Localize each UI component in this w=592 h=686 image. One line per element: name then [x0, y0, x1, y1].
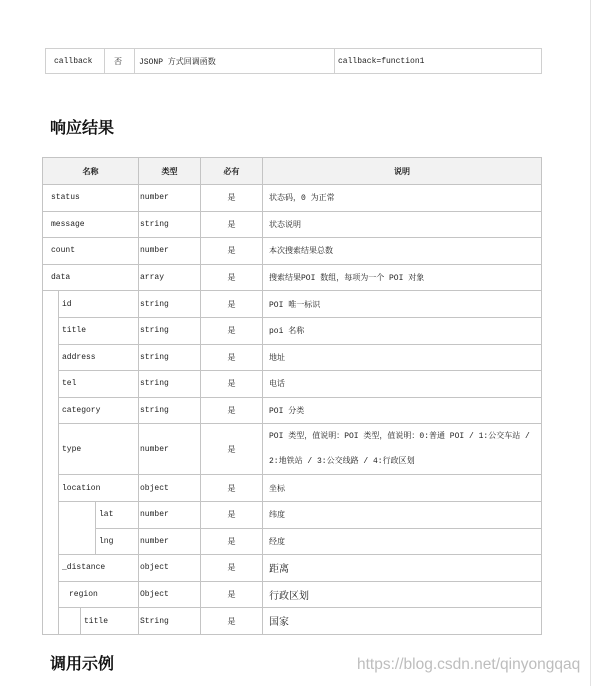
field-description-cell: 国家	[262, 607, 541, 634]
field-type-cell: string	[138, 397, 200, 424]
field-description-cell: 状态说明	[262, 211, 541, 238]
field-required-cell: 是	[200, 237, 262, 264]
field-required-cell: 是	[200, 528, 262, 555]
field-description-cell: 地址	[262, 344, 541, 371]
field-required-cell: 是	[200, 344, 262, 371]
field-type-cell: string	[138, 211, 200, 238]
param-required-cell: 否	[104, 49, 134, 73]
field-name-cell: tel	[58, 370, 138, 397]
indent-spacer	[43, 290, 58, 317]
field-description-cell: POI 唯一标识	[262, 290, 541, 317]
page-edge-divider	[590, 0, 591, 686]
field-description-cell: 距离	[262, 554, 541, 581]
indent-spacer	[58, 528, 95, 555]
field-required-cell: 是	[200, 423, 262, 474]
field-name-cell: location	[58, 474, 138, 501]
field-name-cell: type	[58, 423, 138, 474]
field-row	[43, 528, 541, 555]
field-description-cell: 坐标	[262, 474, 541, 501]
header-name: 名称	[82, 166, 99, 176]
field-row	[43, 237, 541, 264]
field-type-cell: string	[138, 370, 200, 397]
field-description-cell: POI 类型，值说明：POI 类型，值说明：0:普通 POI / 1:公交车站 / 2:地铁站 / 3:公交线路 / 4:行政区划	[262, 423, 541, 474]
param-description-cell: JSONP 方式回调函数	[134, 49, 334, 73]
watermark-url: https://blog.csdn.net/qinyongqaq	[357, 656, 581, 673]
field-row	[43, 501, 541, 528]
field-required-cell: 是	[200, 317, 262, 344]
param-example-cell: callback=function1	[334, 49, 541, 73]
field-name-cell: title	[80, 607, 138, 634]
field-name-cell: id	[58, 290, 138, 317]
header-description: 说明	[262, 158, 541, 184]
field-description-cell: poi 名称	[262, 317, 541, 344]
field-type-cell: array	[138, 264, 200, 291]
response-fields-table	[42, 157, 542, 635]
field-row	[43, 211, 541, 238]
field-type-cell: number	[138, 501, 200, 528]
field-row	[43, 474, 541, 501]
field-row	[43, 554, 541, 581]
field-name-cell: region	[58, 581, 138, 608]
field-type-cell: String	[138, 607, 200, 634]
field-row	[43, 607, 541, 634]
field-required-cell: 是	[200, 264, 262, 291]
field-name-cell: status	[43, 184, 138, 211]
field-description-cell: 经度	[262, 528, 541, 555]
header-type: 类型	[138, 158, 200, 184]
field-type-cell: string	[138, 317, 200, 344]
field-type-cell: number	[138, 184, 200, 211]
field-required-cell: 是	[200, 397, 262, 424]
field-type-cell: string	[138, 290, 200, 317]
field-row	[43, 290, 541, 317]
field-name-cell: lng	[95, 528, 138, 555]
field-required-cell: 是	[200, 474, 262, 501]
field-required-cell: 是	[200, 501, 262, 528]
field-name-cell: address	[58, 344, 138, 371]
field-description-cell: 搜索结果POI 数组，每项为一个 POI 对象	[262, 264, 541, 291]
field-name-cell: lat	[95, 501, 138, 528]
field-type-cell: Object	[138, 581, 200, 608]
field-description-cell: POI 分类	[262, 397, 541, 424]
field-row	[43, 317, 541, 344]
field-type-cell: object	[138, 554, 200, 581]
field-type-cell: object	[138, 474, 200, 501]
field-type-cell: string	[138, 344, 200, 371]
field-row	[43, 264, 541, 291]
field-row	[43, 581, 541, 608]
field-name-cell: message	[43, 211, 138, 238]
field-row	[43, 397, 541, 424]
table-header-row	[43, 158, 541, 184]
field-row	[43, 344, 541, 371]
field-name-cell: data	[43, 264, 138, 291]
section-heading-response: 响应结果	[50, 118, 115, 137]
field-name-cell: title	[58, 317, 138, 344]
field-name-cell: count	[43, 237, 138, 264]
field-required-cell: 是	[200, 184, 262, 211]
field-required-cell: 是	[200, 211, 262, 238]
field-name-cell: _distance	[58, 554, 138, 581]
param-name-cell: callback	[54, 56, 93, 66]
field-description-cell: 行政区划	[262, 581, 541, 608]
section-heading-example: 调用示例	[50, 654, 115, 673]
field-type-cell: number	[138, 423, 200, 474]
field-required-cell: 是	[200, 581, 262, 608]
field-type-cell: number	[138, 528, 200, 555]
indent-spacer	[58, 501, 95, 528]
field-row	[43, 370, 541, 397]
field-description-cell: 状态码，0 为正常	[262, 184, 541, 211]
field-required-cell: 是	[200, 607, 262, 634]
request-params-table	[45, 48, 542, 74]
field-row	[43, 184, 541, 211]
field-required-cell: 是	[200, 290, 262, 317]
field-description-cell: 纬度	[262, 501, 541, 528]
field-required-cell: 是	[200, 554, 262, 581]
field-required-cell: 是	[200, 370, 262, 397]
header-required: 必有	[200, 158, 262, 184]
indent-spacer	[58, 607, 80, 634]
field-name-cell: category	[58, 397, 138, 424]
field-description-cell: 电话	[262, 370, 541, 397]
field-type-cell: number	[138, 237, 200, 264]
field-description-cell: 本次搜索结果总数	[262, 237, 541, 264]
field-row	[43, 423, 541, 474]
